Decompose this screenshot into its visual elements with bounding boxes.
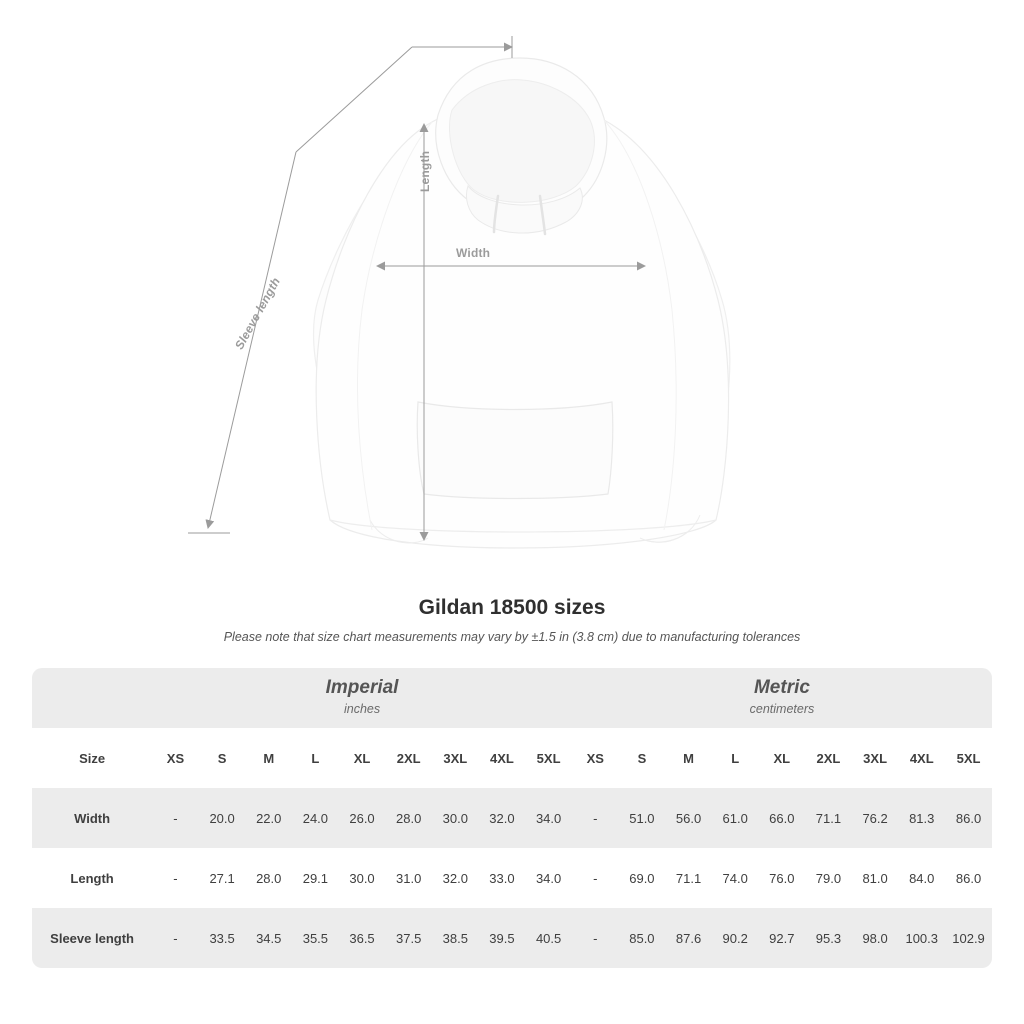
table-row: [32, 788, 992, 848]
measurement-cell-imperial: 36.5: [339, 908, 386, 968]
measurement-cell-metric: -: [572, 788, 619, 848]
size-header-cell: 4XL: [479, 728, 526, 788]
system-header-spacer: [32, 668, 152, 728]
measurement-cell-imperial: 39.5: [479, 908, 526, 968]
measurement-cell-imperial: 20.0: [199, 788, 246, 848]
table-row: [32, 848, 992, 908]
measurement-cell-imperial: 34.0: [525, 788, 572, 848]
size-header-cell: XS: [572, 728, 619, 788]
measurement-cell-metric: 66.0: [759, 788, 806, 848]
size-header-label: Size: [32, 728, 152, 788]
measurement-cell-metric: 56.0: [665, 788, 712, 848]
measurement-cell-metric: 90.2: [712, 908, 759, 968]
measurement-cell-imperial: 26.0: [339, 788, 386, 848]
length-label: Length: [418, 150, 432, 192]
table-system-header-row: [32, 668, 992, 728]
measurement-cell-metric: 102.9: [945, 908, 992, 968]
page-title: Gildan 18500 sizes: [418, 596, 606, 619]
measurement-cell-imperial: 35.5: [292, 908, 339, 968]
measurement-cell-metric: 71.1: [665, 848, 712, 908]
size-header-cell: L: [292, 728, 339, 788]
measurement-cell-metric: 87.6: [665, 908, 712, 968]
size-header-cell: XS: [152, 728, 199, 788]
measurement-cell-imperial: 34.0: [525, 848, 572, 908]
system-unit: inches: [343, 701, 381, 716]
measurement-cell-metric: 84.0: [898, 848, 945, 908]
measurement-cell-metric: 86.0: [945, 788, 992, 848]
size-header-cell: M: [665, 728, 712, 788]
measurement-cell-imperial: 22.0: [245, 788, 292, 848]
measurement-cell-metric: 100.3: [898, 908, 945, 968]
sleeve-length-label: Sleeve length: [232, 275, 284, 352]
measurement-cell-imperial: 33.5: [199, 908, 246, 968]
measurement-cell-imperial: 40.5: [525, 908, 572, 968]
size-header-cell: 3XL: [432, 728, 479, 788]
system-unit: centimeters: [749, 701, 815, 716]
size-header-cell: M: [245, 728, 292, 788]
measurement-cell-imperial: 34.5: [245, 908, 292, 968]
measurement-cell-imperial: 27.1: [199, 848, 246, 908]
size-header-cell: 4XL: [898, 728, 945, 788]
measurement-cell-metric: 51.0: [619, 788, 666, 848]
measurement-cell-metric: 71.1: [805, 788, 852, 848]
measurement-cell-metric: 76.2: [852, 788, 899, 848]
measurement-cell-metric: 85.0: [619, 908, 666, 968]
measurement-cell-metric: 61.0: [712, 788, 759, 848]
system-header-metric: [572, 668, 992, 728]
tolerance-note: Please note that size chart measurements may vary by ±1.5 in (3.8 cm) due to manufacturing tolerances: [223, 630, 801, 644]
row-label: Length: [32, 848, 152, 908]
measurement-cell-imperial: -: [152, 788, 199, 848]
width-label: Width: [456, 246, 491, 260]
measurement-cell-metric: 81.3: [898, 788, 945, 848]
measurement-cell-imperial: 33.0: [479, 848, 526, 908]
measurement-cell-imperial: -: [152, 908, 199, 968]
measurement-cell-imperial: 30.0: [432, 788, 479, 848]
measurement-cell-metric: 69.0: [619, 848, 666, 908]
size-header-cell: XL: [339, 728, 386, 788]
measurement-cell-imperial: 31.0: [385, 848, 432, 908]
size-header-cell: 2XL: [385, 728, 432, 788]
system-name: Imperial: [325, 677, 399, 699]
size-table-wrapper: [32, 668, 992, 968]
size-header-cell: 5XL: [945, 728, 992, 788]
system-header-imperial: [152, 668, 572, 728]
measurement-cell-metric: 86.0: [945, 848, 992, 908]
size-header-cell: XL: [759, 728, 806, 788]
size-header-cell: L: [712, 728, 759, 788]
measurement-cell-imperial: 24.0: [292, 788, 339, 848]
measurement-cell-metric: 74.0: [712, 848, 759, 908]
measurement-cell-metric: -: [572, 908, 619, 968]
size-header-cell: S: [619, 728, 666, 788]
measurement-cell-imperial: 32.0: [432, 848, 479, 908]
measurement-cell-imperial: 29.1: [292, 848, 339, 908]
measurement-cell-metric: 79.0: [805, 848, 852, 908]
measurement-cell-metric: 81.0: [852, 848, 899, 908]
measurement-cell-metric: 76.0: [759, 848, 806, 908]
measurement-cell-imperial: 38.5: [432, 908, 479, 968]
measurement-cell-imperial: 28.0: [385, 788, 432, 848]
measurement-cell-metric: 98.0: [852, 908, 899, 968]
title-block: [0, 596, 1024, 644]
measurement-cell-metric: 95.3: [805, 908, 852, 968]
system-name: Metric: [753, 677, 810, 699]
measurement-cell-metric: -: [572, 848, 619, 908]
size-header-cell: 3XL: [852, 728, 899, 788]
size-table: [32, 668, 992, 968]
measurement-cell-imperial: 28.0: [245, 848, 292, 908]
measurement-cell-imperial: 30.0: [339, 848, 386, 908]
size-header-cell: 2XL: [805, 728, 852, 788]
table-size-header-row: [32, 728, 992, 788]
table-row: [32, 908, 992, 968]
size-header-cell: 5XL: [525, 728, 572, 788]
measurement-cell-imperial: 37.5: [385, 908, 432, 968]
size-header-cell: S: [199, 728, 246, 788]
row-label: Sleeve length: [32, 908, 152, 968]
measurement-cell-metric: 92.7: [759, 908, 806, 968]
row-label: Width: [32, 788, 152, 848]
measurement-cell-imperial: 32.0: [479, 788, 526, 848]
measurement-cell-imperial: -: [152, 848, 199, 908]
hoodie-shape: [314, 58, 730, 548]
